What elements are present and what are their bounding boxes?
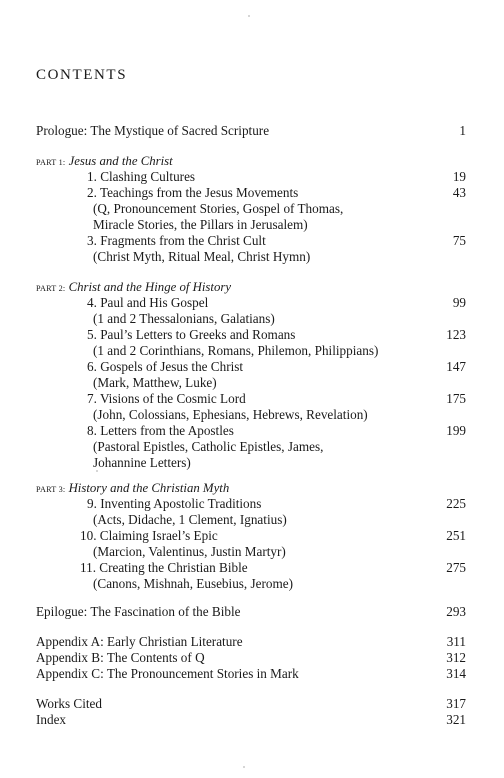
entry-page: 225 bbox=[446, 496, 466, 511]
chapter-8-subtitle-line-2 bbox=[36, 455, 466, 471]
entry-page: 199 bbox=[446, 423, 466, 438]
entry-subtitle: (Christ Myth, Ritual Meal, Christ Hymn) bbox=[93, 249, 311, 264]
part-title: Jesus and the Christ bbox=[68, 154, 173, 168]
chapter-6-subtitle bbox=[36, 375, 466, 391]
entry-title: Prologue: The Mystique of Sacred Scripture bbox=[36, 123, 270, 138]
entry-title: 4. Paul and His Gospel bbox=[87, 295, 209, 310]
entry-page: 75 bbox=[452, 233, 466, 248]
entry-page: 99 bbox=[452, 295, 466, 310]
entry-subtitle: (Marcion, Valentinus, Justin Martyr) bbox=[93, 544, 286, 559]
part-label: PART 2: bbox=[36, 284, 66, 293]
part-title: Christ and the Hinge of History bbox=[68, 280, 232, 294]
entry-title: 2. Teachings from the Jesus Movements bbox=[87, 185, 299, 200]
entry-subtitle: (Pastoral Epistles, Catholic Epistles, James, bbox=[93, 439, 324, 454]
entry-title: 6. Gospels of Jesus the Christ bbox=[87, 359, 244, 374]
scan-speck bbox=[243, 766, 245, 768]
entry-title: 3. Fragments from the Christ Cult bbox=[87, 233, 266, 248]
entry-page: 312 bbox=[446, 650, 466, 665]
chapter-8-subtitle-line-1 bbox=[36, 439, 466, 455]
chapter-5-subtitle bbox=[36, 343, 466, 359]
toc-entry-chapter-11 bbox=[36, 560, 466, 576]
toc-entry-chapter-10 bbox=[36, 528, 466, 544]
entry-page: 123 bbox=[446, 327, 466, 342]
toc-entry-appendix-b bbox=[36, 650, 466, 666]
entry-subtitle: (Mark, Matthew, Luke) bbox=[93, 375, 217, 390]
chapter-4-subtitle bbox=[36, 311, 466, 327]
toc-entry-epilogue bbox=[36, 604, 466, 620]
entry-title: 1. Clashing Cultures bbox=[87, 169, 196, 184]
scan-speck bbox=[96, 470, 98, 472]
entry-page: 251 bbox=[446, 528, 466, 543]
chapter-3-subtitle bbox=[36, 249, 466, 265]
entry-subtitle: Johannine Letters) bbox=[93, 455, 191, 470]
part-label: PART 3: bbox=[36, 485, 66, 494]
part-label: PART 1: bbox=[36, 158, 66, 167]
entry-subtitle: (Canons, Mishnah, Eusebius, Jerome) bbox=[93, 576, 293, 591]
entry-title: Appendix C: The Pronouncement Stories in Mark bbox=[36, 666, 299, 681]
entry-title: 11. Creating the Christian Bible bbox=[80, 560, 248, 575]
entry-subtitle: Miracle Stories, the Pillars in Jerusalem) bbox=[93, 217, 308, 232]
entry-page: 175 bbox=[446, 391, 466, 406]
entry-title: 5. Paul’s Letters to Greeks and Romans bbox=[87, 327, 296, 342]
chapter-2-subtitle-line-1 bbox=[36, 201, 466, 217]
entry-subtitle: (1 and 2 Corinthians, Romans, Philemon, Philippians) bbox=[93, 343, 379, 358]
chapter-9-subtitle bbox=[36, 512, 466, 528]
entry-subtitle: (Acts, Didache, 1 Clement, Ignatius) bbox=[93, 512, 287, 527]
entry-title: 8. Letters from the Apostles bbox=[87, 423, 234, 438]
toc-entry-index bbox=[36, 712, 466, 728]
entry-page: 314 bbox=[446, 666, 466, 681]
chapter-10-subtitle bbox=[36, 544, 466, 560]
scan-speck bbox=[248, 15, 250, 17]
entry-page: 43 bbox=[452, 185, 466, 200]
entry-page: 19 bbox=[452, 169, 466, 184]
toc-entry-works-cited bbox=[36, 696, 466, 712]
entry-subtitle: (John, Colossians, Ephesians, Hebrews, Revelation) bbox=[93, 407, 368, 422]
toc-entry-prologue bbox=[36, 123, 466, 139]
toc-entry-chapter-9 bbox=[36, 496, 466, 512]
toc-entry-appendix-c bbox=[36, 666, 466, 682]
entry-page: 275 bbox=[446, 560, 466, 575]
entry-page: 147 bbox=[446, 359, 466, 374]
entry-title: Appendix B: The Contents of Q bbox=[36, 650, 205, 665]
page-heading: CONTENTS bbox=[36, 67, 128, 83]
entry-page: 311 bbox=[446, 634, 466, 649]
toc-entry-chapter-5 bbox=[36, 327, 466, 343]
entry-title: Epilogue: The Fascination of the Bible bbox=[36, 604, 241, 619]
chapter-7-subtitle bbox=[36, 407, 466, 423]
entry-title: 9. Inventing Apostolic Traditions bbox=[87, 496, 262, 511]
entry-title: Appendix A: Early Christian Literature bbox=[36, 634, 243, 649]
part-title: History and the Christian Myth bbox=[68, 481, 230, 495]
entry-title: 10. Claiming Israel’s Epic bbox=[80, 528, 218, 543]
entry-page: 321 bbox=[446, 712, 466, 727]
entry-page: 317 bbox=[446, 696, 466, 711]
entry-subtitle: (Q, Pronouncement Stories, Gospel of Thomas, bbox=[93, 201, 344, 216]
toc-entry-chapter-4 bbox=[36, 295, 466, 311]
toc-entry-chapter-1 bbox=[36, 169, 466, 185]
entry-page: 293 bbox=[446, 604, 466, 619]
toc-entry-chapter-8 bbox=[36, 423, 466, 439]
toc-entry-chapter-2 bbox=[36, 185, 466, 201]
entry-page: 1 bbox=[459, 123, 466, 138]
entry-title: Works Cited bbox=[36, 696, 102, 711]
toc-entry-chapter-7 bbox=[36, 391, 466, 407]
toc-entry-chapter-6 bbox=[36, 359, 466, 375]
toc-entry-chapter-3 bbox=[36, 233, 466, 249]
chapter-2-subtitle-line-2 bbox=[36, 217, 466, 233]
entry-title: Index bbox=[36, 712, 67, 727]
chapter-11-subtitle bbox=[36, 576, 466, 592]
toc-entry-appendix-a bbox=[36, 634, 466, 650]
entry-subtitle: (1 and 2 Thessalonians, Galatians) bbox=[93, 311, 275, 326]
entry-title: 7. Visions of the Cosmic Lord bbox=[87, 391, 246, 406]
